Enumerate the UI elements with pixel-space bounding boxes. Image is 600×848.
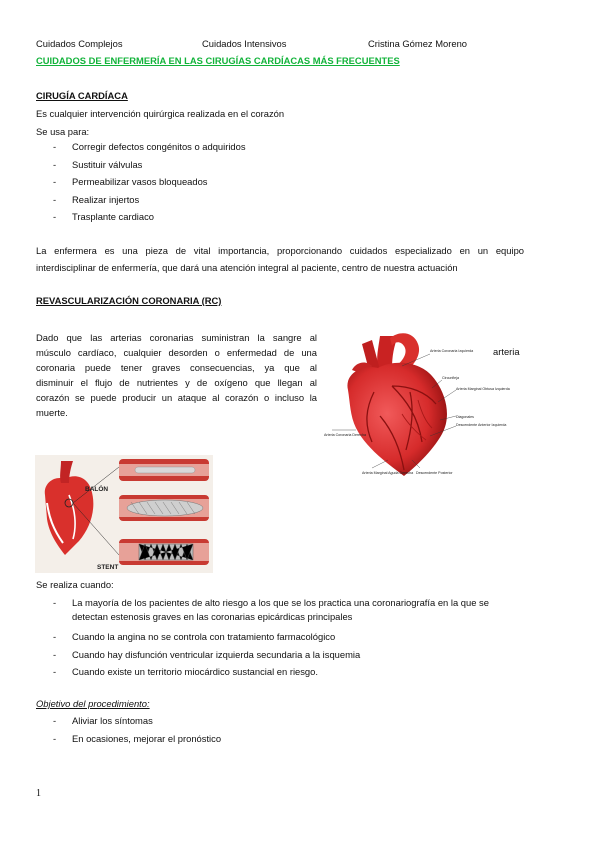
list-item: - Cuando hay disfunción ventricular izquierda secundaria a la isquemia (36, 646, 536, 664)
heart-illustration (322, 330, 510, 482)
uses-intro: Se usa para: (36, 126, 90, 137)
heart-label: Arteria Marginal Aguda Derecha (362, 471, 414, 475)
main-title: CUIDADOS DE ENFERMERÍA EN LAS CIRUGÍAS CARDÍACAS MÁS FRECUENTES (36, 55, 400, 66)
stent-label: STENT (97, 564, 119, 571)
heart-label: Arteria Coronaria Izquierda (430, 349, 474, 353)
section-heading-revascularizacion: REVASCULARIZACIÓN CORONARIA (RC) (36, 295, 222, 306)
list-item: - Cuando la angina no se controla con tratamiento farmacológico (36, 628, 536, 646)
list-item: - Aliviar los síntomas (36, 712, 536, 730)
list-item-text: detectan estenosis graves en las coronarias epicárdicas principales (72, 611, 353, 622)
list-item: - Sustituir válvulas (36, 156, 536, 174)
paragraph-line: músculo cardíaco, cualquier desorden o enfermedad de una (36, 347, 317, 358)
heart-label: Descendente Posterior (416, 471, 453, 475)
heart-label: Arteria Marginal Obtusa Izquierda (456, 387, 510, 391)
paragraph-line: interdisciplinar de enfermería, que dará una atención integral al paciente, centro de nuestra actuación (36, 262, 458, 273)
list-item: - La mayoría de los pacientes de alto riesgo a los que se los practica una coronariografía en la que se detectan estenosis graves en las coronarias epicárdicas principales (36, 596, 536, 624)
page-number: 1 (36, 788, 41, 799)
list-item: - Permeabilizar vasos bloqueados (36, 173, 536, 191)
list-item: - Corregir defectos congénitos o adquiridos (36, 138, 536, 156)
rc-paragraph (36, 330, 317, 420)
list-item: - Trasplante cardiaco (36, 208, 536, 226)
paragraph-line: Dado que las arterias coronarias suministran la sangre al (36, 332, 317, 343)
header-right: Cristina Gómez Moreno (368, 38, 467, 49)
objectives-list (36, 712, 536, 747)
paragraph-line: corazón se puede producir un ataque al corazón o incluso la (36, 392, 317, 403)
header-left: Cuidados Complejos (36, 38, 123, 49)
heart-label: Diagonales (456, 415, 474, 419)
heart-label: Circunfleja (442, 376, 459, 380)
heart-label: Descendente Anterior Izquierda (456, 423, 507, 427)
definition-text: Es cualquier intervención quirúrgica realizada en el corazón (36, 108, 285, 119)
paragraph-line: muerte. (36, 407, 68, 418)
stent-illustration (35, 455, 213, 573)
objective-heading: Objetivo del procedimiento: (36, 698, 150, 709)
balloon-label: BALÓN (85, 486, 109, 493)
paragraph-line: coronaria puede tener graves consecuencias, ya que al (36, 362, 317, 373)
list-item: - Realizar injertos (36, 191, 536, 209)
list-item: - En ocasiones, mejorar el pronóstico (36, 730, 536, 748)
list-item: - Cuando existe un territorio miocárdico sustancial en riesgo. (36, 663, 536, 681)
paragraph-line: La enfermera es una pieza de vital importancia, proporcionando cuidados especializado en un equipo (36, 245, 524, 256)
list-item-text: La mayoría de los pacientes de alto riesgo a los que se los practica una coronariografía en la que se (72, 597, 489, 608)
uses-list (36, 138, 536, 226)
header-center: Cuidados Intensivos (202, 38, 287, 49)
arteria-word: arteria (493, 346, 520, 357)
section-heading-cirugia: CIRUGÍA CARDÍACA (36, 90, 128, 101)
paragraph-line: disminuir el flujo de nutrientes y de oxígeno que llegan al (36, 377, 317, 388)
when-list (36, 596, 536, 681)
heart-label: Arteria Coronaria Derecha (324, 433, 366, 437)
when-intro: Se realiza cuando: (36, 579, 114, 590)
